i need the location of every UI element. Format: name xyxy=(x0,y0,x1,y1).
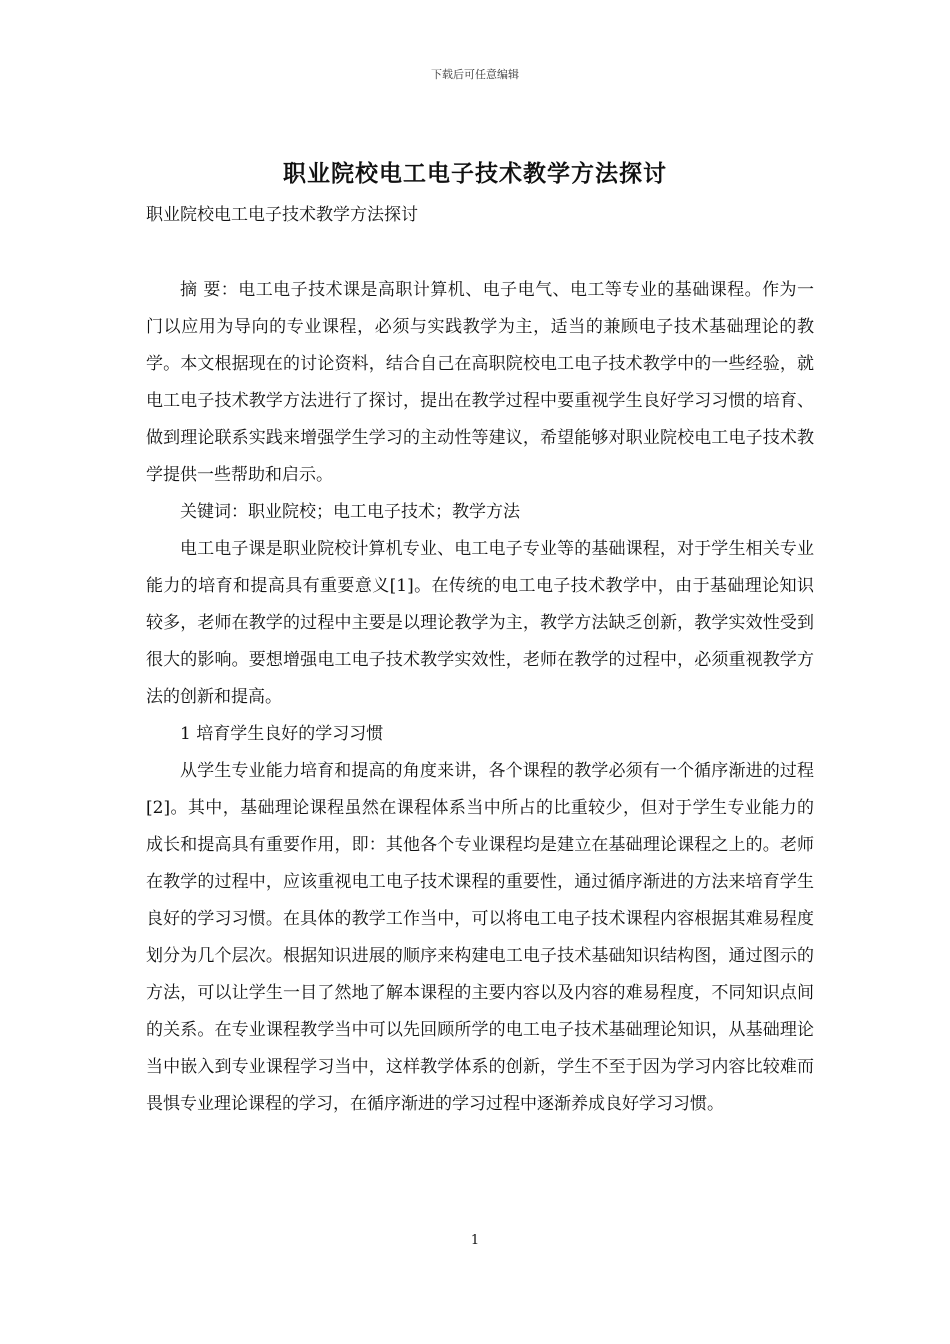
section-heading: 1 培育学生良好的学习习惯 xyxy=(180,724,384,744)
document-subtitle: 职业院校电工电子技术教学方法探讨 xyxy=(146,205,418,225)
document-body xyxy=(146,272,814,1123)
section-paragraph: 从学生专业能力培育和提高的角度来讲，各个课程的教学必须有一个循序渐进的过程[2]。其中，基础理论课程虽然在课程体系当中所占的比重较少，但对于学生专业能力的成长和提高具有重要作用，即：其他各个专业课程均是建立在基础理论课程之上的。老师在教学的过程中，应该重视电工电子技术课程的重要性，通过循序渐进的方法来培育学生良好的学习习惯。在具体的教学工作当中，可以将电工电子技术课程内容根据其难易程度划分为几个层次。根据知识进展的顺序来构建电工电子技术基础知识结构图，通过图示的方法，可以让学生一目了然地了解本课程的主要内容以及内容的难易程度，不同知识点间的关系。在专业课程教学当中可以先回顾所学的电工电子技术基础理论知识，从基础理论当中嵌入到专业课程学习当中，这样教学体系的创新，学生不至于因为学习内容比较难而畏惧专业理论课程的学习，在循序渐进的学习过程中逐渐养成良好学习习惯。 xyxy=(146,761,814,1114)
keywords-line: 关键词：职业院校；电工电子技术；教学方法 xyxy=(180,502,520,522)
document-title: 职业院校电工电子技术教学方法探讨 xyxy=(283,160,667,187)
intro-paragraph: 电工电子课是职业院校计算机专业、电工电子专业等的基础课程，对于学生相关专业能力的培育和提高具有重要意义[1]。在传统的电工电子技术教学中，由于基础理论知识较多，老师在教学的过程中主要是以理论教学为主，教学方法缺乏创新，教学实效性受到很大的影响。要想增强电工电子技术教学实效性，老师在教学的过程中，必须重视教学方法的创新和提高。 xyxy=(146,539,814,707)
abstract-paragraph: 摘 要：电工电子技术课是高职计算机、电子电气、电工等专业的基础课程。作为一门以应用为导向的专业课程，必须与实践教学为主，适当的兼顾电子技术基础理论的教学。本文根据现在的讨论资料，结合自己在高职院校电工电子技术教学中的一些经验，就电工电子技术教学方法进行了探讨，提出在教学过程中要重视学生良好学习习惯的培育、做到理论联系实践来增强学生学习的主动性等建议，希望能够对职业院校电工电子技术教学提供一些帮助和启示。 xyxy=(146,280,814,485)
page-number: 1 xyxy=(470,1233,480,1248)
page-header-note: 下载后可任意编辑 xyxy=(431,68,519,81)
